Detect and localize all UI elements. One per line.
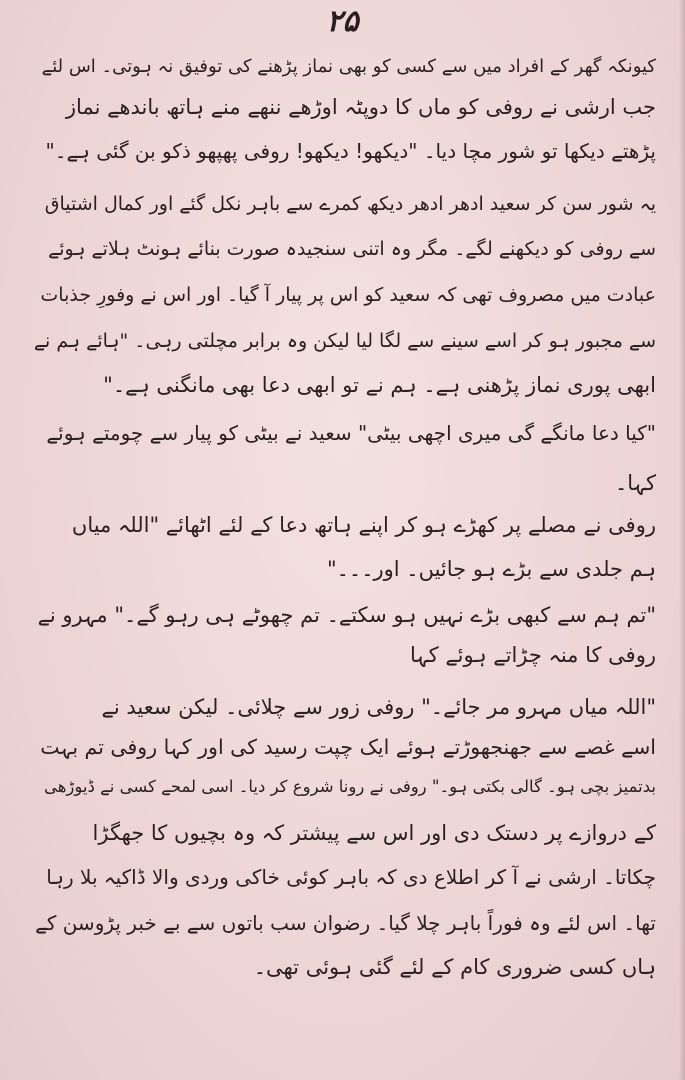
- text-line: بدتمیز بچی ہو۔ گالی بکتی ہو۔" روفی نے رونا شروع کر دیا۔ اسی لمحے کسی نے ڈیوڑھی: [43, 777, 656, 796]
- text-line: کہا۔: [614, 471, 656, 495]
- text-line: تھا۔ اس لئے وہ فوراً باہر چلا گیا۔ رضوان سب باتوں سے بے خبر پڑوسن کے: [35, 911, 656, 935]
- text-line: پڑھتے دیکھا تو شور مچا دیا۔ "دیکھو! دیکھو! روفی پھپھو ذکو بن گئی ہے۔": [45, 139, 656, 163]
- text-line: "کیا دعا مانگے گی میری اچھی بیٹی" سعید نے بیٹی کو پیار سے چومتے ہوئے: [46, 421, 656, 445]
- text-line: عبادت میں مصروف تھی کہ سعید کو اس پر پیار آ گیا۔ اور اس نے وفورِ جذبات: [40, 284, 656, 306]
- page-crease: [679, 0, 685, 1080]
- text-line: روفی کا منہ چڑاتے ہوئے کہا: [409, 643, 656, 667]
- page-number: ۲۵: [326, 4, 359, 39]
- text-line: سے مجبور ہو کر اسے سینے سے لگا لیا لیکن وہ برابر مچلتی رہی۔ "ہائے ہم نے: [34, 330, 656, 352]
- text-line: کے دروازے پر دستک دی اور اس سے پیشتر کہ وہ بچیوں کا جھگڑا: [92, 821, 656, 845]
- text-line: ابھی پوری نماز پڑھنی ہے۔ ہم نے تو ابھی دعا بھی مانگنی ہے۔": [103, 373, 656, 397]
- text-line: جب ارشی نے روفی کو ماں کا دوپٹہ اوڑھے ننھے منے ہاتھ باندھے نماز: [65, 95, 656, 119]
- text-line: اسے غصے سے جھنجھوڑتے ہوئے ایک چپت رسید کی اور کہا روفی تم بہت: [40, 735, 656, 759]
- text-line: "تم ہم سے کبھی بڑے نہیں ہو سکتے۔ تم چھوٹے ہی رہو گے۔" مہرو نے: [37, 603, 656, 627]
- text-line: سے روفی کو دیکھنے لگے۔ مگر وہ اتنی سنجیدہ صورت بنائے ہونٹ ہلاتے ہوئے: [48, 238, 656, 260]
- text-line: ہم جلدی سے بڑے ہو جائیں۔ اور۔۔۔": [326, 557, 656, 581]
- text-line: چکاتا۔ ارشی نے آ کر اطلاع دی کہ باہر کوئی خاکی وردی والا ڈاکیہ بلا رہا: [46, 865, 656, 889]
- text-line: کیونکہ گھر کے افراد میں سے کسی کو بھی نماز پڑھنے کی توفیق نہ ہوتی۔ اس لئے: [41, 56, 656, 77]
- text-line: "اللہ میاں مہرو مر جائے۔" روفی زور سے چلائی۔ لیکن سعید نے: [101, 695, 656, 719]
- text-line: روفی نے مصلے پر کھڑے ہو کر اپنے ہاتھ دعا کے لئے اٹھائے "اللہ میاں: [71, 513, 656, 537]
- text-line: ہاں کسی ضروری کام کے لئے گئی ہوئی تھی۔: [253, 955, 656, 979]
- text-line: یہ شور سن کر سعید ادھر ادھر دیکھ کمرے سے باہر نکل گئے اور کمال اشتیاق: [44, 193, 656, 215]
